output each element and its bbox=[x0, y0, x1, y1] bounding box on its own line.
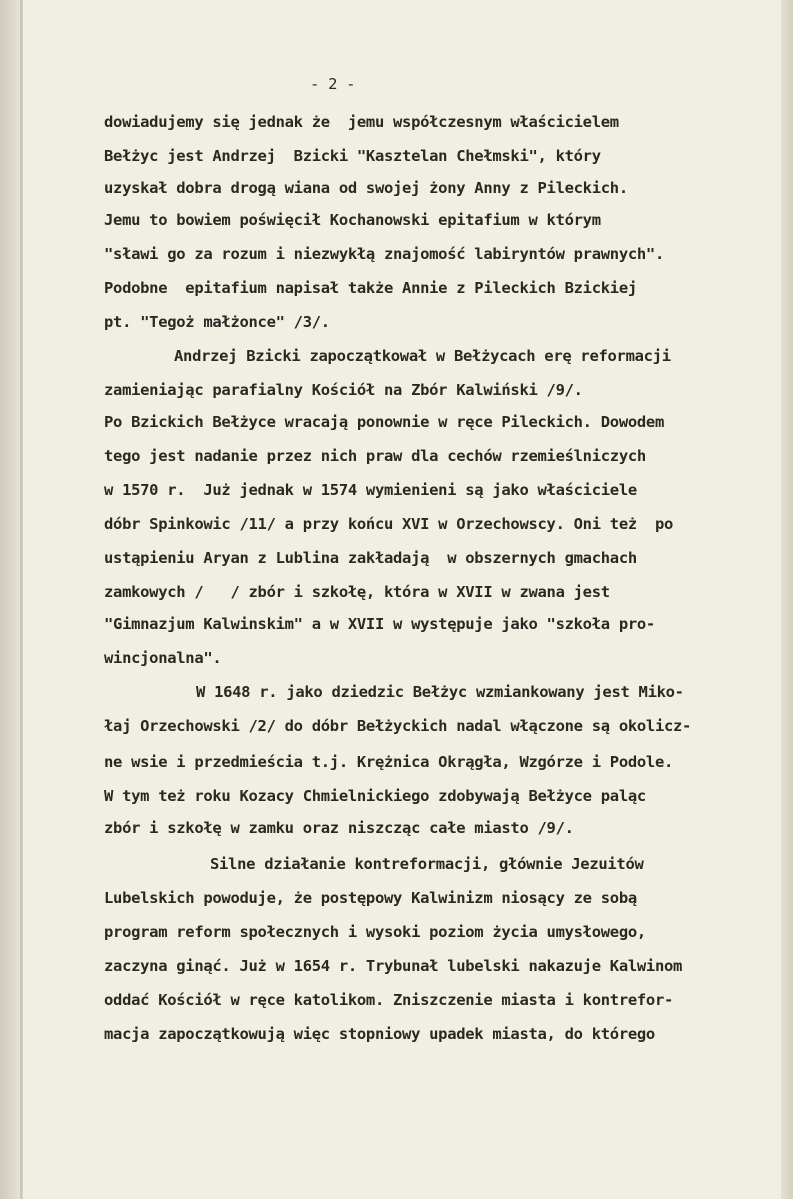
text-line: Podobne epitafium napisał także Annie z Pileckich Bzickiej bbox=[104, 279, 637, 297]
text-line: w 1570 r. Już jednak w 1574 wymienieni są jako właściciele bbox=[104, 481, 637, 499]
text-line: dowiadujemy się jednak że jemu współczesnym właścicielem bbox=[104, 113, 619, 131]
text-line: oddać Kościół w ręce katolikom. Zniszczenie miasta i kontrefor- bbox=[104, 991, 674, 1009]
text-line: ustąpieniu Aryan z Lublina zakładają w obszernych gmachach bbox=[104, 549, 637, 567]
text-line: "sławi go za rozum i niezwykłą znajomość labiryntów prawnych". bbox=[104, 245, 664, 263]
text-line: W 1648 r. jako dziedzic Bełżyc wzmiankowany jest Miko- bbox=[196, 683, 684, 701]
text-line: zaczyna ginąć. Już w 1654 r. Trybunał lubelski nakazuje Kalwinom bbox=[104, 957, 683, 975]
text-line: "Gimnazjum Kalwinskim" a w XVII w występuje jako "szkoła pro- bbox=[104, 615, 655, 633]
text-line: Andrzej Bzicki zapoczątkował w Bełżycach erę reformacji bbox=[174, 347, 671, 365]
text-line: Bełżyc jest Andrzej Bzicki "Kasztelan Chełmski", który bbox=[104, 147, 601, 165]
text-line: tego jest nadanie przez nich praw dla cechów rzemieślniczych bbox=[104, 447, 646, 465]
text-line: program reform społecznych i wysoki poziom życia umysłowego, bbox=[104, 923, 646, 941]
text-line: W tym też roku Kozacy Chmielnickiego zdobywają Bełżyce paląc bbox=[104, 787, 646, 805]
text-line: macja zapoczątkowują więc stopniowy upadek miasta, do którego bbox=[104, 1025, 655, 1043]
text-line: Jemu to bowiem poświęcił Kochanowski epitafium w którym bbox=[104, 211, 601, 229]
page-number: - 2 - bbox=[310, 75, 356, 93]
text-line: Silne działanie kontreformacji, głównie Jezuitów bbox=[210, 855, 644, 873]
text-line: łaj Orzechowski /2/ do dóbr Bełżyckich nadal włączone są okolicz- bbox=[104, 717, 692, 735]
text-line: ne wsie i przedmieścia t.j. Krężnica Okrągła, Wzgórze i Podole. bbox=[104, 753, 674, 771]
text-line: uzyskał dobra drogą wiana od swojej żony Anny z Pileckich. bbox=[104, 179, 628, 197]
text-line: dóbr Spinkowic /11/ a przy końcu XVI w Orzechowscy. Oni też po bbox=[104, 515, 674, 533]
text-line: Po Bzickich Bełżyce wracają ponownie w ręce Pileckich. Dowodem bbox=[104, 413, 664, 431]
text-line: zbór i szkołę w zamku oraz niszcząc całe miasto /9/. bbox=[104, 819, 574, 837]
text-line: pt. "Tegoż małżonce" /3/. bbox=[104, 313, 330, 331]
text-line: Lubelskich powoduje, że postępowy Kalwinizm niosący ze sobą bbox=[104, 889, 637, 907]
text-line: zamieniając parafialny Kościół na Zbór Kalwiński /9/. bbox=[104, 381, 583, 399]
text-line: zamkowych / / zbór i szkołę, która w XVII w zwana jest bbox=[104, 583, 610, 601]
text-line: wincjonalna". bbox=[104, 649, 222, 667]
